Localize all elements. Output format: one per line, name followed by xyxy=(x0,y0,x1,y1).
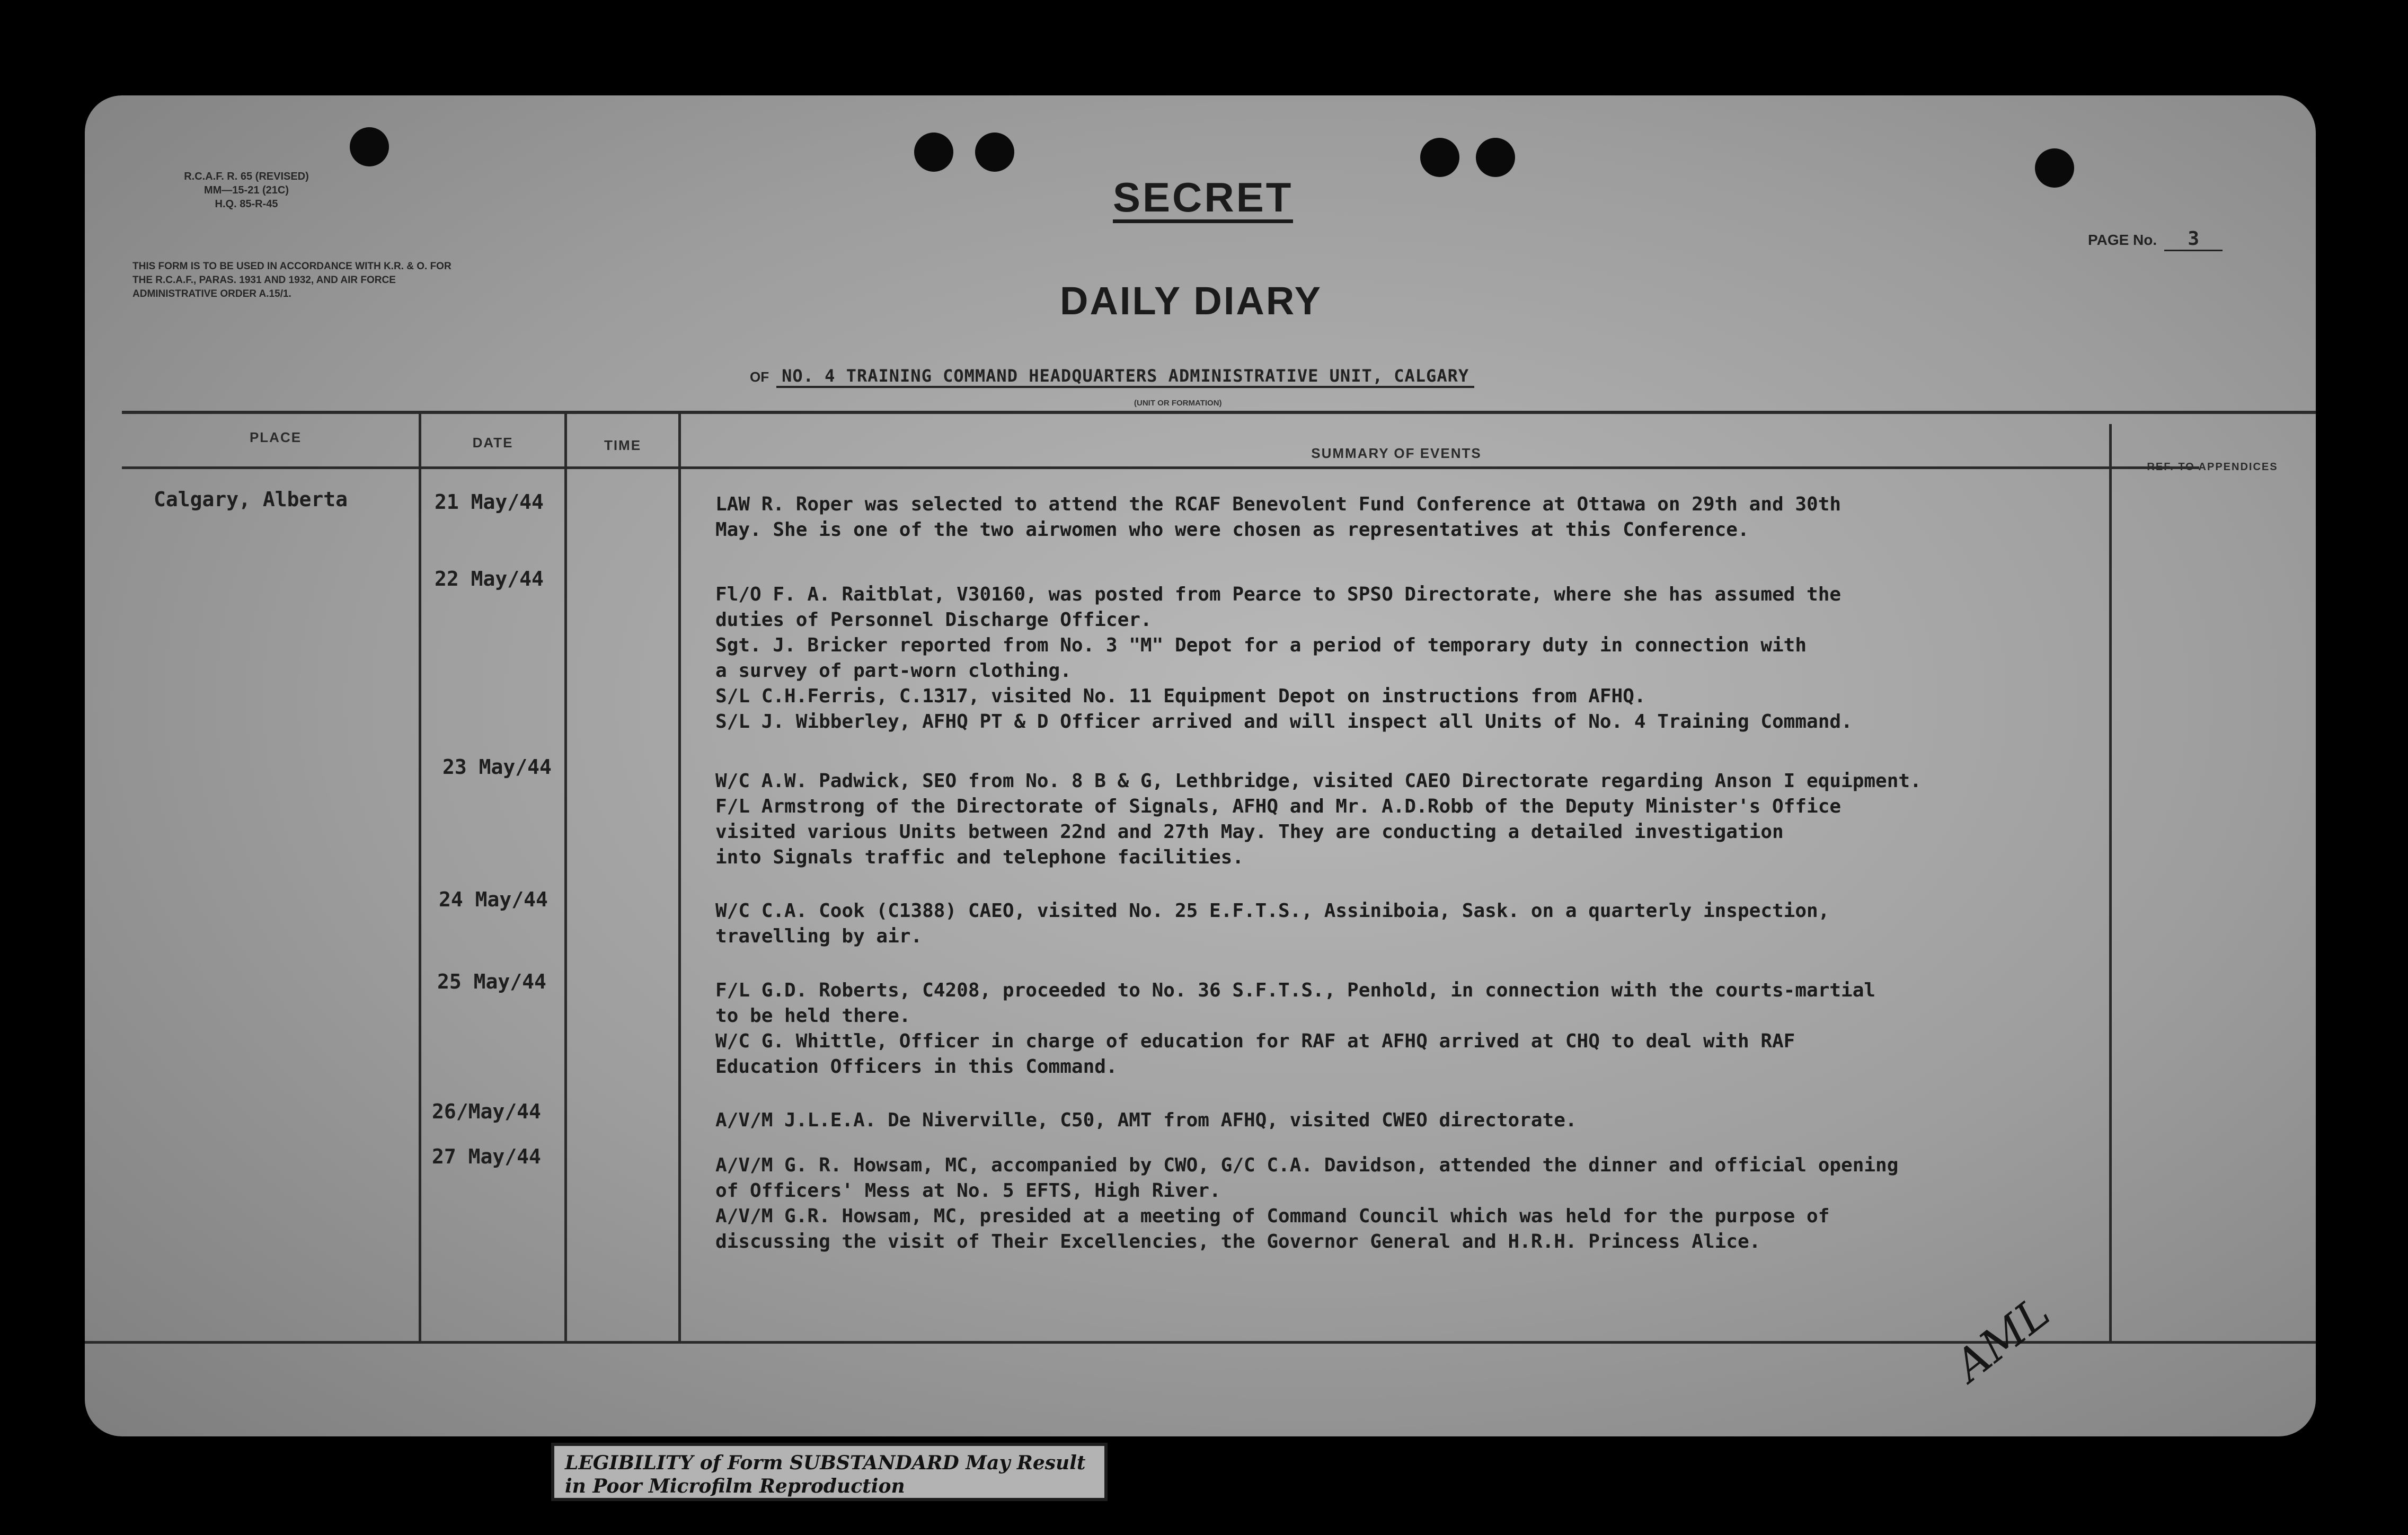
column-divider xyxy=(678,413,681,1341)
column-divider xyxy=(419,413,421,1341)
classification-heading: SECRET xyxy=(1113,175,1293,223)
column-divider xyxy=(564,413,567,1341)
header-date: DATE xyxy=(472,435,514,451)
form-code-line: R.C.A.F. R. 65 (REVISED) xyxy=(184,171,309,182)
entry-date: 22 May/44 xyxy=(435,567,544,590)
unit-field xyxy=(750,366,1474,388)
punch-hole xyxy=(1476,138,1515,177)
header-bottom-rule xyxy=(122,466,2199,469)
page-number: 3 xyxy=(2164,228,2223,251)
unit-name: NO. 4 TRAINING COMMAND HEADQUARTERS ADMINISTRATIVE UNIT, CALGARY xyxy=(776,366,1474,388)
unit-caption: (UNIT OR FORMATION) xyxy=(1134,399,1222,408)
header-appendices: REF. TO APPENDICES xyxy=(2147,461,2278,473)
punch-hole xyxy=(914,133,953,172)
form-code-line: H.Q. 85-R-45 xyxy=(215,198,278,210)
table-top-rule xyxy=(122,411,2316,414)
punch-hole xyxy=(350,127,389,166)
entry-summary: W/C C.A. Cook (C1388) CAEO, visited No. 25 E.F.T.S., Assiniboia, Sask. on a quarterly inspection, travelling by air. xyxy=(715,900,1830,947)
entry-summary: A/V/M J.L.E.A. De Niverville, C50, AMT from AFHQ, visited CWEO directorate. xyxy=(715,1109,1577,1131)
entry-date: 23 May/44 xyxy=(442,755,552,779)
place-cell: Calgary, Alberta xyxy=(154,488,348,511)
entry-summary: Fl/O F. A. Raitblat, V30160, was posted from Pearce to SPSO Directorate, where she has assumed the duties of Personnel Discharge Officer. Sgt. J. Bricker reported from No. 3 "M" Depot for a period of temporary duty in connection with a survey of part-worn clothing. S/L C.H.Ferris, C.1317, visited No. 11 Equipment Depot on instructions from AFHQ. S/L J. Wibberley, AFHQ PT & D Officer arrived and will inspect all Units of No. 4 Training Command. xyxy=(715,584,1853,733)
entry-date: 21 May/44 xyxy=(435,490,544,514)
form-code-line: MM—15-21 (21C) xyxy=(203,184,289,196)
page-number-label: PAGE No. xyxy=(2088,232,2157,248)
entry-date: 24 May/44 xyxy=(439,888,548,911)
punch-hole xyxy=(2035,148,2074,188)
header-place: PLACE xyxy=(249,429,302,445)
header-time: TIME xyxy=(604,437,642,453)
entry-summary: A/V/M G. R. Howsam, MC, accompanied by CWO, G/C C.A. Davidson, attended the dinner and official opening of Officers' Mess at No. 5 EFTS, High River. A/V/M G.R. Howsam, MC, presided at a meeting of Command Council which was held for the purpose of discussing the visit of Their Excellencies, the Governor General and H.R.H. Princess Alice. xyxy=(715,1154,1899,1252)
punch-hole xyxy=(1420,138,1459,177)
microfilm-legibility-note: LEGIBILITY of Form SUBSTANDARD May Result in Poor Microfilm Reproduction xyxy=(551,1443,1108,1501)
entry-date: 27 May/44 xyxy=(432,1145,541,1168)
entry-date: 25 May/44 xyxy=(437,970,546,993)
unit-of-label: OF xyxy=(750,369,769,385)
form-code xyxy=(135,170,358,211)
entry-summary: F/L G.D. Roberts, C4208, proceeded to No. 36 S.F.T.S., Penhold, in connection with the courts-martial to be held there. W/C G. Whittle, Officer in charge of education for RAF at AFHQ arrived at CHQ to deal with RAF Education Officers in this Command. xyxy=(715,980,1876,1078)
entry-summary: LAW R. Roper was selected to attend the RCAF Benevolent Fund Conference at Ottawa on 29th and 30th May. She is one of the two airwomen who were chosen as representatives at this Conference. xyxy=(715,493,1842,541)
form-instructions: THIS FORM IS TO BE USED IN ACCORDANCE WITH K.R. & O. FOR THE R.C.A.F., PARAS. 1931 AND 1932, AND AIR FORCE ADMINISTRATIVE ORDER A.15/1. xyxy=(132,261,452,299)
handwritten-initials: AML xyxy=(1945,1287,2059,1391)
entry-date: 26/May/44 xyxy=(432,1100,541,1123)
diary-page xyxy=(85,95,2316,1436)
header-summary: SUMMARY OF EVENTS xyxy=(1311,445,1482,461)
punch-hole xyxy=(975,133,1014,172)
entry-summary: W/C A.W. Padwick, SEO from No. 8 B & G, Lethbridge, visited CAEO Directorate regarding Anson I equipment. F/L Armstrong of the Directorate of Signals, AFHQ and Mr. A.D.Robb of the Deputy Minister's Office visited various Units between 22nd and 27th May. They are conducting a detailed investigation into Signals traffic and telephone facilities. xyxy=(715,770,1922,868)
form-title: DAILY DIARY xyxy=(1060,279,1322,323)
page-number-field xyxy=(2088,228,2223,251)
